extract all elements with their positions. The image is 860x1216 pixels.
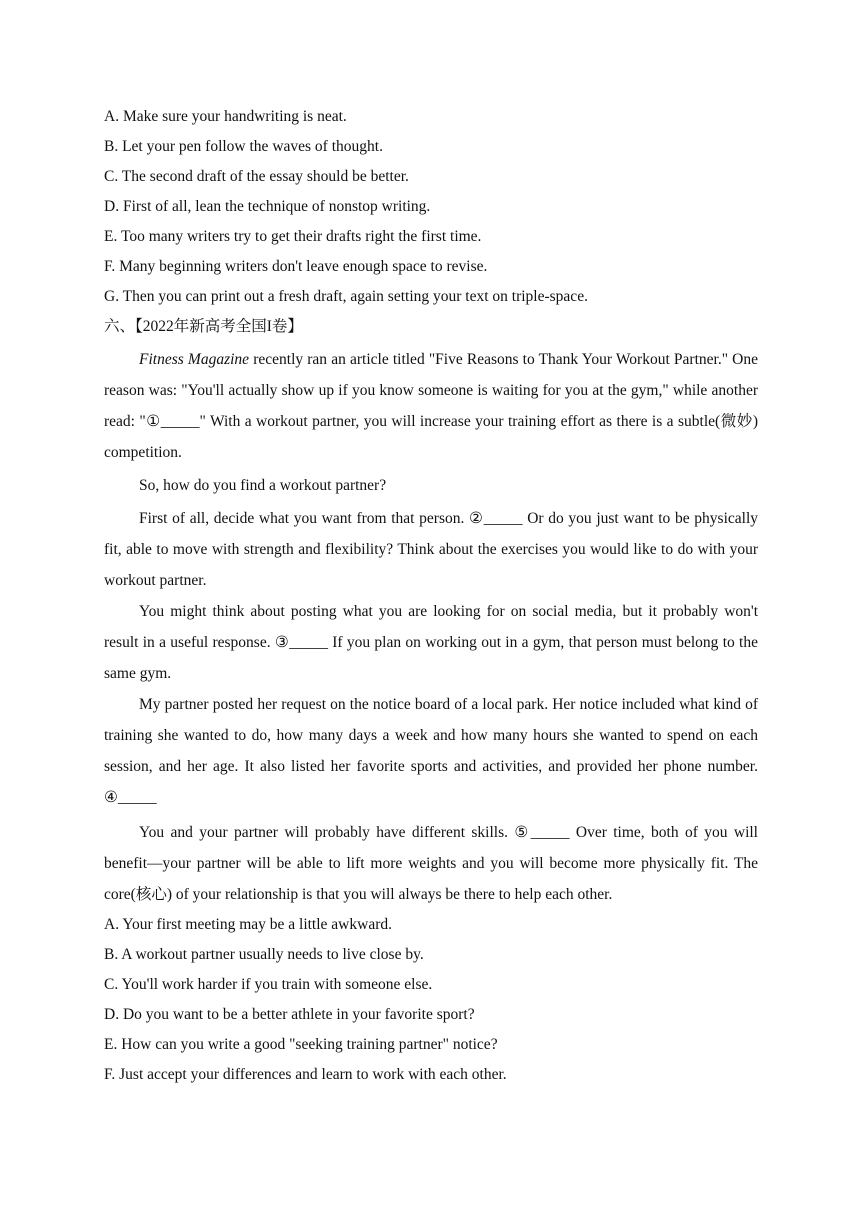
passage-paragraph-3: First of all, decide what you want from that person. ②_____ Or do you just want to be physically fit, able to move with strength and flexibility? Think about the exercises you would like to do with your workout partner. [104, 510, 758, 589]
magazine-title: Fitness Magazine [139, 351, 250, 368]
previous-options-list [104, 102, 758, 312]
option-a: A. Your first meeting may be a little awkward. [104, 916, 392, 933]
option-d: D. First of all, lean the technique of nonstop writing. [104, 198, 431, 215]
option-g: G. Then you can print out a fresh draft, again setting your text on triple-space. [104, 288, 588, 305]
option-c: C. The second draft of the essay should be better. [104, 168, 409, 185]
option-f: F. Many beginning writers don't leave enough space to revise. [104, 258, 488, 275]
option-b: B. A workout partner usually needs to live close by. [104, 946, 424, 963]
options-list [104, 910, 758, 1090]
section-heading: 六、【2022年新高考全国I卷】 [104, 318, 303, 335]
document-page [104, 102, 758, 1090]
passage-paragraph-2: So, how do you find a workout partner? [139, 477, 387, 494]
option-a: A. Make sure your handwriting is neat. [104, 108, 347, 125]
passage-paragraph-4: You might think about posting what you are looking for on social media, but it probably won't result in a useful response. ③_____ If you plan on working out in a gym, that person must belong to the same gym. [104, 603, 758, 682]
passage-paragraph-5: My partner posted her request on the notice board of a local park. Her notice included what kind of training she wanted to do, how many days a week and how many hours she wanted to spend on each session, and her age. It also listed her favorite sports and activities, and provided her phone number. ④_____ [104, 696, 758, 806]
passage-paragraph-6: You and your partner will probably have different skills. ⑤_____ Over time, both of you will benefit—your partner will be able to lift more weights and you will become more physically fit. The core(核心) of your relationship is that you will always be there to help each other. [104, 824, 758, 903]
paragraph-1-text: recently ran an article titled "Five Reasons to Thank Your Workout Partner." One reason was: "You'll actually show up if you know someone is waiting for you at the gym," while another read: "①_____" With a workout partner, you will increase your training effort as there is a subtle(微妙) competition. [104, 351, 758, 461]
option-e: E. Too many writers try to get their drafts right the first time. [104, 228, 482, 245]
option-b: B. Let your pen follow the waves of thought. [104, 138, 383, 155]
passage-paragraph-1 [104, 344, 758, 468]
option-c: C. You'll work harder if you train with someone else. [104, 976, 433, 993]
option-f: F. Just accept your differences and learn to work with each other. [104, 1066, 507, 1083]
option-d: D. Do you want to be a better athlete in your favorite sport? [104, 1006, 475, 1023]
option-e: E. How can you write a good "seeking training partner" notice? [104, 1036, 498, 1053]
